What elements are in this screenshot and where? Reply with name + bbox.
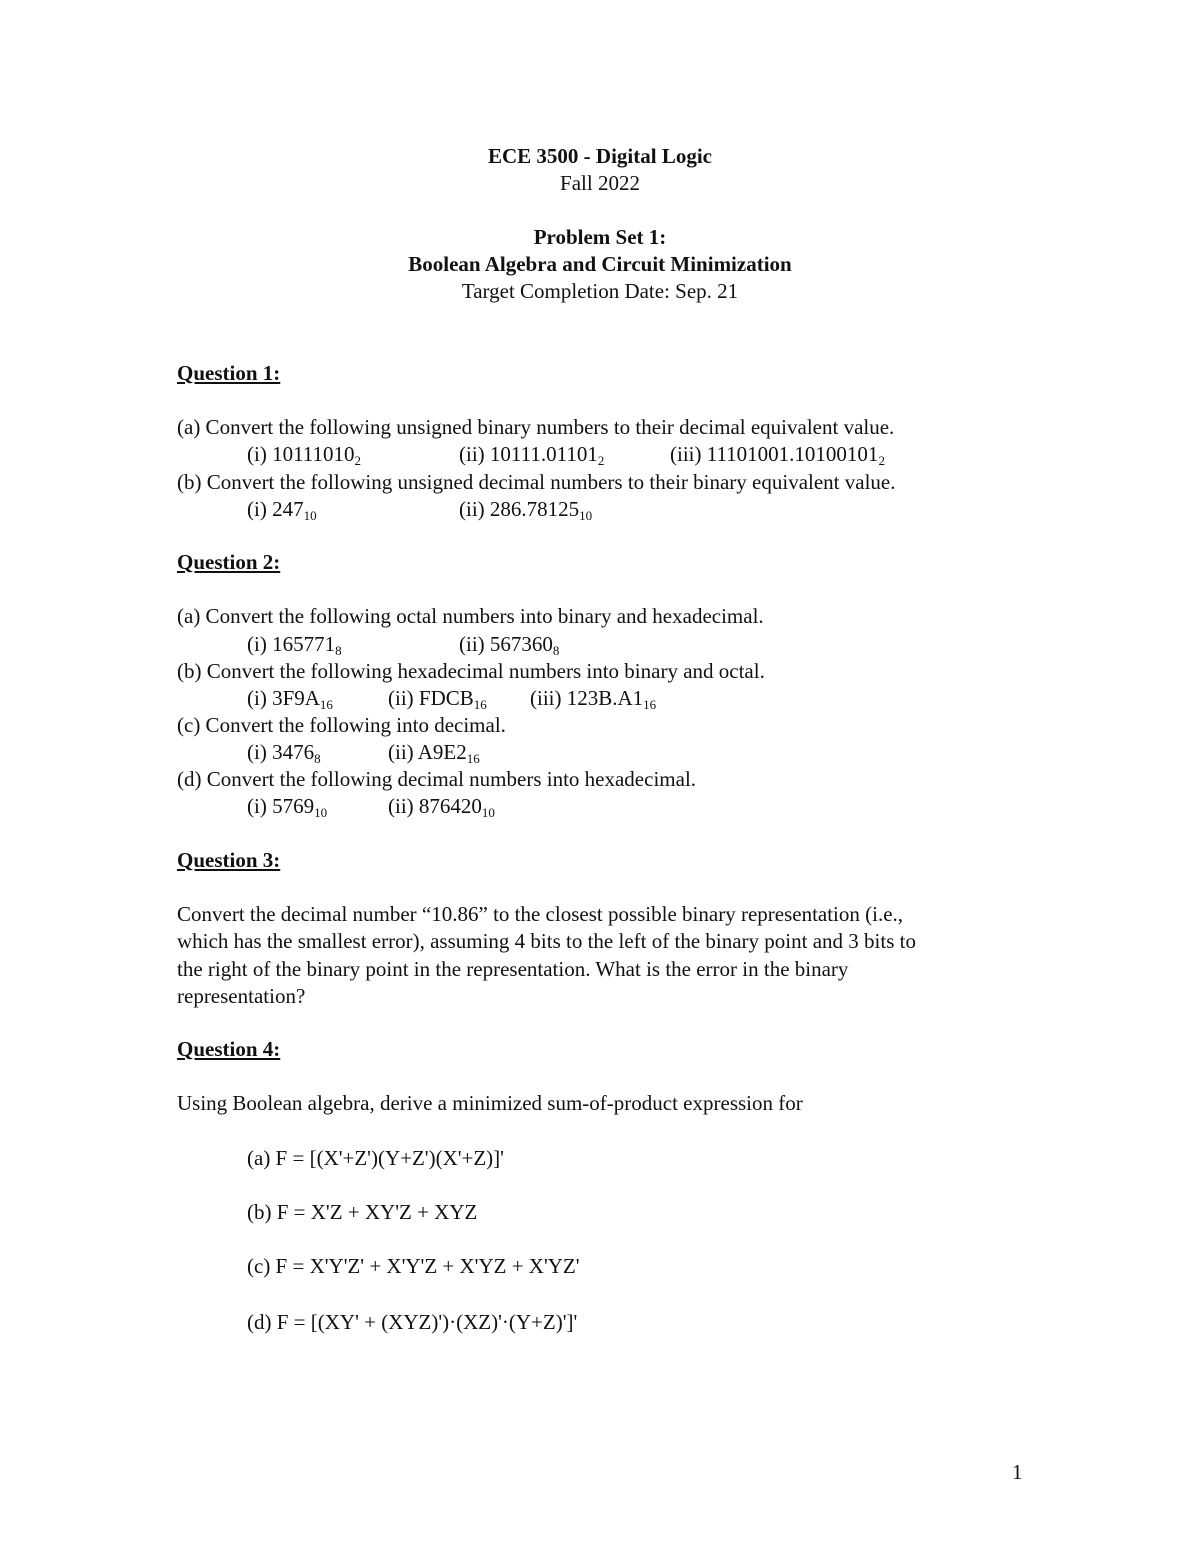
q2-a-item-1: (i) $165771_8$ xyxy=(247,632,342,658)
q2-b-item-1: (i) $3F9A_{16}$ xyxy=(247,686,333,712)
q4-item-c: (c) F = X'Y'Z' + X'Y'Z + X'YZ + X'YZ' xyxy=(247,1254,580,1278)
q2-part-d: (d) Convert the following decimal numbers into hexadecimal. xyxy=(177,767,697,791)
q1-part-a: (a) Convert the following unsigned binary numbers to their decimal equivalent value. xyxy=(177,415,895,439)
question-2-heading: Question 2: xyxy=(177,550,281,574)
q2-part-b: (b) Convert the following hexadecimal numbers into binary and octal. xyxy=(177,659,765,683)
problem-set-title: Problem Set 1: xyxy=(533,225,667,249)
q1-a-item-1: (i) $10111010_2$ xyxy=(247,442,362,468)
q1-part-b: (b) Convert the following unsigned decimal numbers to their binary equivalent value. xyxy=(177,470,896,494)
problem-set-subtitle: Boolean Algebra and Circuit Minimization xyxy=(408,252,792,276)
q2-d-item-2: (ii) $876420_{10}$ xyxy=(388,794,495,820)
q2-part-a: (a) Convert the following octal numbers into binary and hexadecimal. xyxy=(177,604,764,628)
q1-a-item-3: (iii) $11101001.10100101_2$ xyxy=(670,442,885,468)
question-3-heading: Question 3: xyxy=(177,848,281,872)
q3-text-line: the right of the binary point in the representation. What is the error in the binary xyxy=(177,957,849,981)
q1-a-item-2: (ii) $10111.01101_2$ xyxy=(459,442,605,468)
page-number: 1 xyxy=(1012,1460,1023,1484)
q2-d-item-1: (i) $5769_{10}$ xyxy=(247,794,328,820)
term: Fall 2022 xyxy=(560,171,640,195)
q3-text-line: representation? xyxy=(177,984,306,1008)
question-1-heading: Question 1: xyxy=(177,361,281,385)
q4-intro: Using Boolean algebra, derive a minimized sum-of-product expression for xyxy=(177,1091,803,1115)
question-4-heading: Question 4: xyxy=(177,1037,281,1061)
q2-c-item-1: (i) $3476_8$ xyxy=(247,740,321,766)
q4-item-b: (b) F = X'Z + XY'Z + XYZ xyxy=(247,1200,478,1224)
q1-b-item-2: (ii) $286.78125_{10}$ xyxy=(459,497,593,523)
q3-text-line: Convert the decimal number “10.86” to the closest possible binary representation (i.e., xyxy=(177,902,904,926)
q2-c-item-2: (ii) $A9E2_{16}$ xyxy=(388,740,480,766)
q2-a-item-2: (ii) $567360_8$ xyxy=(459,632,560,658)
q3-text-line: which has the smallest error), assuming 4 bits to the left of the binary point and 3 bits to xyxy=(177,929,916,953)
q2-part-c: (c) Convert the following into decimal. xyxy=(177,713,506,737)
q4-item-d: (d) F = [(XY' + (XYZ)')·(XZ)'·(Y+Z)']' xyxy=(247,1310,578,1334)
target-date: Target Completion Date: Sep. 21 xyxy=(461,279,739,303)
q2-b-item-2: (ii) $FDCB_{16}$ xyxy=(388,686,487,712)
q4-item-a: (a) F = [(X'+Z')(Y+Z')(X'+Z)]' xyxy=(247,1146,504,1170)
q1-b-item-1: (i) $247_{10}$ xyxy=(247,497,317,523)
q2-b-item-3: (iii) $123B.A1_{16}$ xyxy=(530,686,657,712)
course-title: ECE 3500 - Digital Logic xyxy=(488,144,712,168)
